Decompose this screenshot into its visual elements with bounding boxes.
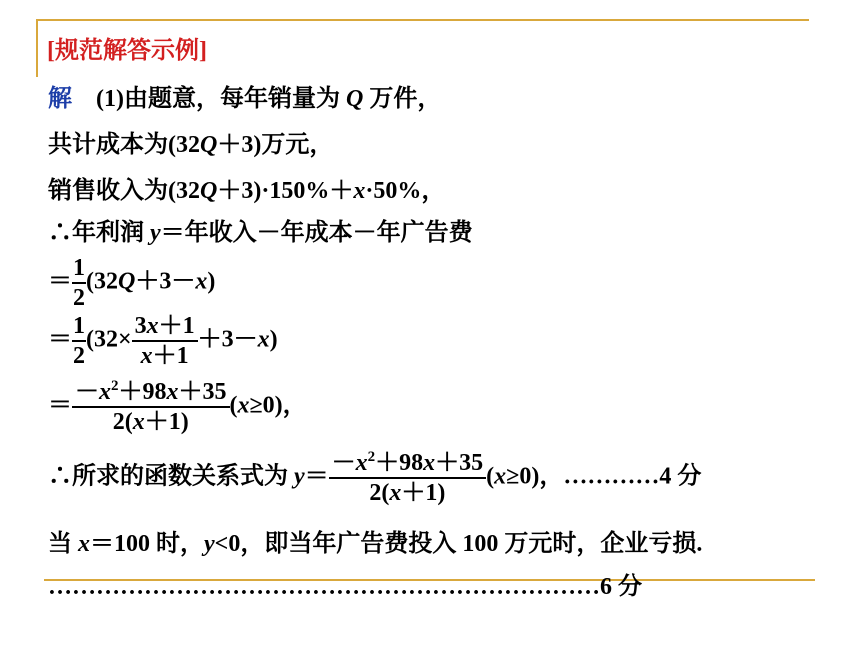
solution-line-4: ∴年利润 y＝年收入－年成本－年广告费 (48, 220, 473, 246)
fraction-half: $\frac{1}{2}$ (73, 255, 85, 311)
fraction-inner: $\frac{3x+1}{x+1}$ (132, 312, 198, 370)
equation-step-3: ＝ $\frac{-x^2+98x+35}{2(x+1)}$ (x≥0)， (48, 378, 307, 435)
final-line: 当 x＝100 时，y<0，即当年广告费投入 100 万元时，企业亏损. (48, 531, 703, 557)
equation-step-1: ＝ $\frac{1}{2}$ (32Q＋3－x) (48, 255, 216, 311)
score-4: 4 分 (659, 463, 702, 490)
solution-label: 解 (48, 86, 72, 112)
score-leader: …………………………………………………………… (48, 574, 600, 600)
equation-step-2: ＝ $\frac{1}{2}$ (32× $\frac{3x+1}{x+1}$ ＋3－x) (48, 313, 278, 369)
top-rule (36, 19, 809, 21)
solution-line-1: 解 (1)由题意，每年销量为 Q 万件， (48, 86, 442, 112)
solution-line-2: 共计成本为(32Q＋3)万元， (48, 132, 334, 158)
fraction-result: $\frac{-x^2+98x+35}{2(x+1)}$ (329, 449, 487, 507)
fraction-result: $\frac{-x^2+98x+35}{2(x+1)}$ (72, 378, 230, 436)
section-heading: [规范解答示例] (47, 38, 207, 64)
fraction-half: $\frac{1}{2}$ (73, 313, 85, 369)
score-leader: ………… (563, 463, 660, 490)
solution-line-3: 销售收入为(32Q＋3)·150%＋x·50%， (48, 178, 446, 204)
final-score-line (48, 573, 642, 601)
conclusion-line: ∴所求的函数关系式为 y＝ $\frac{-x^2+98x+35}{2(x+1)}$ (x≥0)，…………4 分 (48, 449, 702, 506)
score-6: 6 分 (600, 574, 642, 600)
left-rule (36, 19, 38, 77)
